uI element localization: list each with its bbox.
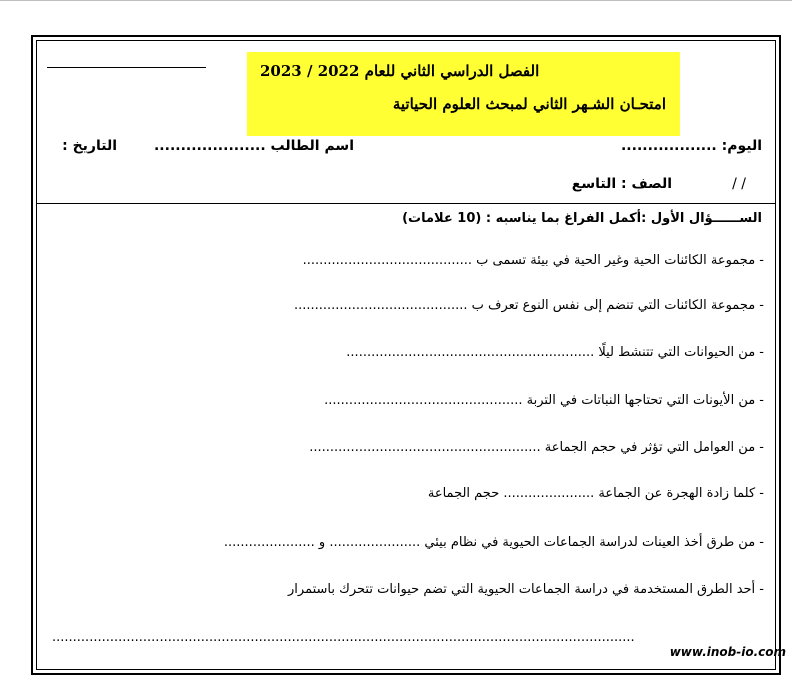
answer-line: ............................................................................................................................................. (52, 630, 635, 645)
day-field: اليوم: .................. (620, 138, 762, 154)
student-name-field: اسم الطالب ..................... (153, 138, 354, 154)
question-item: - مجموعة الكائنات الحية وغير الحية في بيئة تسمى ب ......................................... (302, 253, 764, 268)
question-item: - من العوامل التي تؤثر في حجم الجماعة ........................................................ (309, 440, 764, 455)
header-separator (37, 203, 775, 204)
class-field: الصف : التاسع (571, 176, 672, 192)
exam-title-semester: الفصل الدراسي الثاني للعام 2022 / 2023 (260, 62, 540, 80)
date-field-label: التاريخ : (62, 138, 117, 154)
question-item: - من الحيوانات التي تتنشط ليلًا ............................................................ (346, 345, 764, 360)
page-top-border (0, 0, 792, 1)
website-watermark: www.inob-io.com (669, 645, 786, 659)
exam-title-subject: امتحـان الشـهر الثاني لمبحث العلوم الحياتية (392, 95, 666, 113)
question-item: - أحد الطرق المستخدمة في دراسة الجماعات الحيوية التي تضم حيوانات تتحرك باستمرار (288, 582, 764, 597)
question-item: - مجموعة الكائنات التي تنضم إلى نفس النوع تعرف ب .......................................... (293, 298, 764, 313)
question-title: الســــــؤال الأول :أكمل الفراغ بما يناسبه : (10 علامات) (402, 211, 762, 226)
date-slashes: / / (732, 176, 746, 192)
question-item: - من طرق أخذ العينات لدراسة الجماعات الحيوية في نظام بيئي ...................... و ...................... (223, 535, 764, 550)
question-item: - كلما زادة الهجرة عن الجماعة ...................... حجم الجماعة (427, 486, 764, 501)
signature-line (47, 67, 206, 68)
question-item: - من الأيونات التي تحتاجها النباتات في التربة ................................................ (324, 393, 764, 408)
